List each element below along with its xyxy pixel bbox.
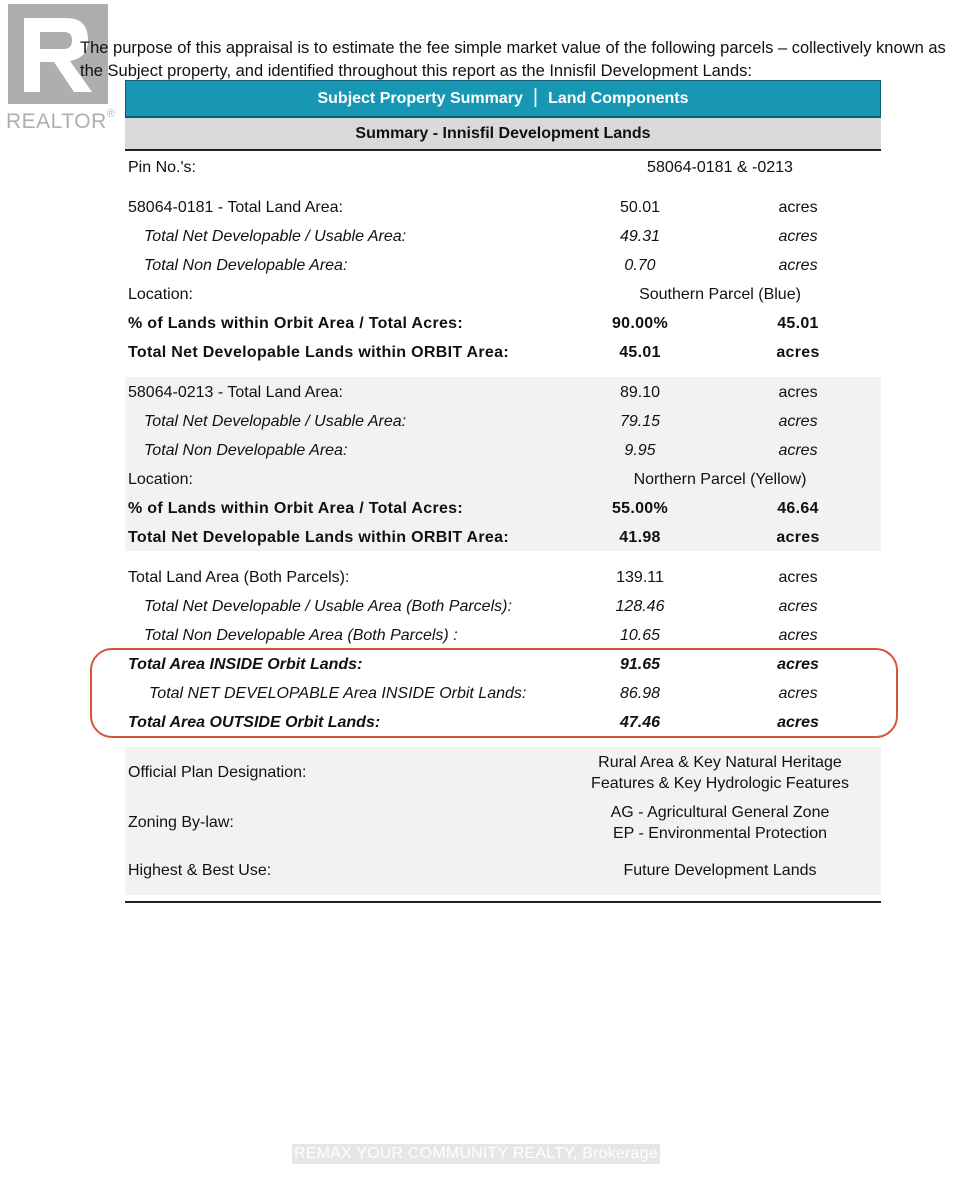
table-row: % of Lands within Orbit Area / Total Acres: 55.00% 46.64 <box>128 499 819 517</box>
table-row: Highest & Best Use: Future Development Lands <box>128 861 817 879</box>
realtor-wordmark: REALTOR® <box>6 108 116 133</box>
table-row: Total NET DEVELOPABLE Area INSIDE Orbit Lands: 86.98 acres <box>149 684 818 702</box>
table-row: % of Lands within Orbit Area / Total Acres: 90.00% 45.01 <box>128 314 819 332</box>
summary-table <box>125 80 881 879</box>
table-row: Total Net Developable / Usable Area: 79.15 acres <box>144 412 818 430</box>
table-row: Official Plan Designation: Rural Area & Key Natural Heritage Features & Key Hydrologic Features <box>128 754 849 792</box>
table-row: Pin No.'s: 58064-0181 & -0213 <box>128 158 793 176</box>
table-subheader: Summary - Innisfil Development Lands <box>125 118 881 151</box>
highlight-oval <box>90 648 898 738</box>
table-bottom-rule <box>125 901 881 903</box>
table-header <box>125 80 881 118</box>
table-row: Zoning By-law: AG - Agricultural General Zone EP - Environmental Protection <box>128 804 830 842</box>
table-row: Total Area OUTSIDE Orbit Lands: 47.46 acres <box>128 713 819 731</box>
header-separator: | <box>532 86 539 108</box>
table-row: Total Area INSIDE Orbit Lands: 91.65 acres <box>128 655 819 673</box>
table-row: Total Non Developable Area (Both Parcels) : 10.65 acres <box>144 626 818 644</box>
table-row: Total Net Developable Lands within ORBIT Area: 45.01 acres <box>128 343 820 361</box>
table-row: Total Non Developable Area: 9.95 acres <box>144 441 818 459</box>
table-row: Total Net Developable / Usable Area: 49.31 acres <box>144 227 818 245</box>
table-row: Total Land Area (Both Parcels): 139.11 acres <box>128 568 818 586</box>
table-row: Total Net Developable Lands within ORBIT Area: 41.98 acres <box>128 528 820 546</box>
table-row: Location: Northern Parcel (Yellow) <box>128 470 807 488</box>
header-subtitle: Land Components <box>548 89 689 107</box>
table-row: 58064-0213 - Total Land Area: 89.10 acres <box>128 383 818 401</box>
table-row: Location: Southern Parcel (Blue) <box>128 285 801 303</box>
table-row: Total Non Developable Area: 0.70 acres <box>144 256 818 274</box>
header-title: Subject Property Summary <box>317 89 523 107</box>
table-row: 58064-0181 - Total Land Area: 50.01 acres <box>128 198 818 216</box>
table-row: Total Net Developable / Usable Area (Both Parcels): 128.46 acres <box>144 597 818 615</box>
intro-paragraph: The purpose of this appraisal is to estimate the fee simple market value of the following parcels – collectively known as the Subject property, and identified throughout this report as the Innisfil Development Lands: <box>80 38 946 80</box>
brokerage-watermark: REMAX YOUR COMMUNITY REALTY, Brokerage <box>294 1145 658 1162</box>
